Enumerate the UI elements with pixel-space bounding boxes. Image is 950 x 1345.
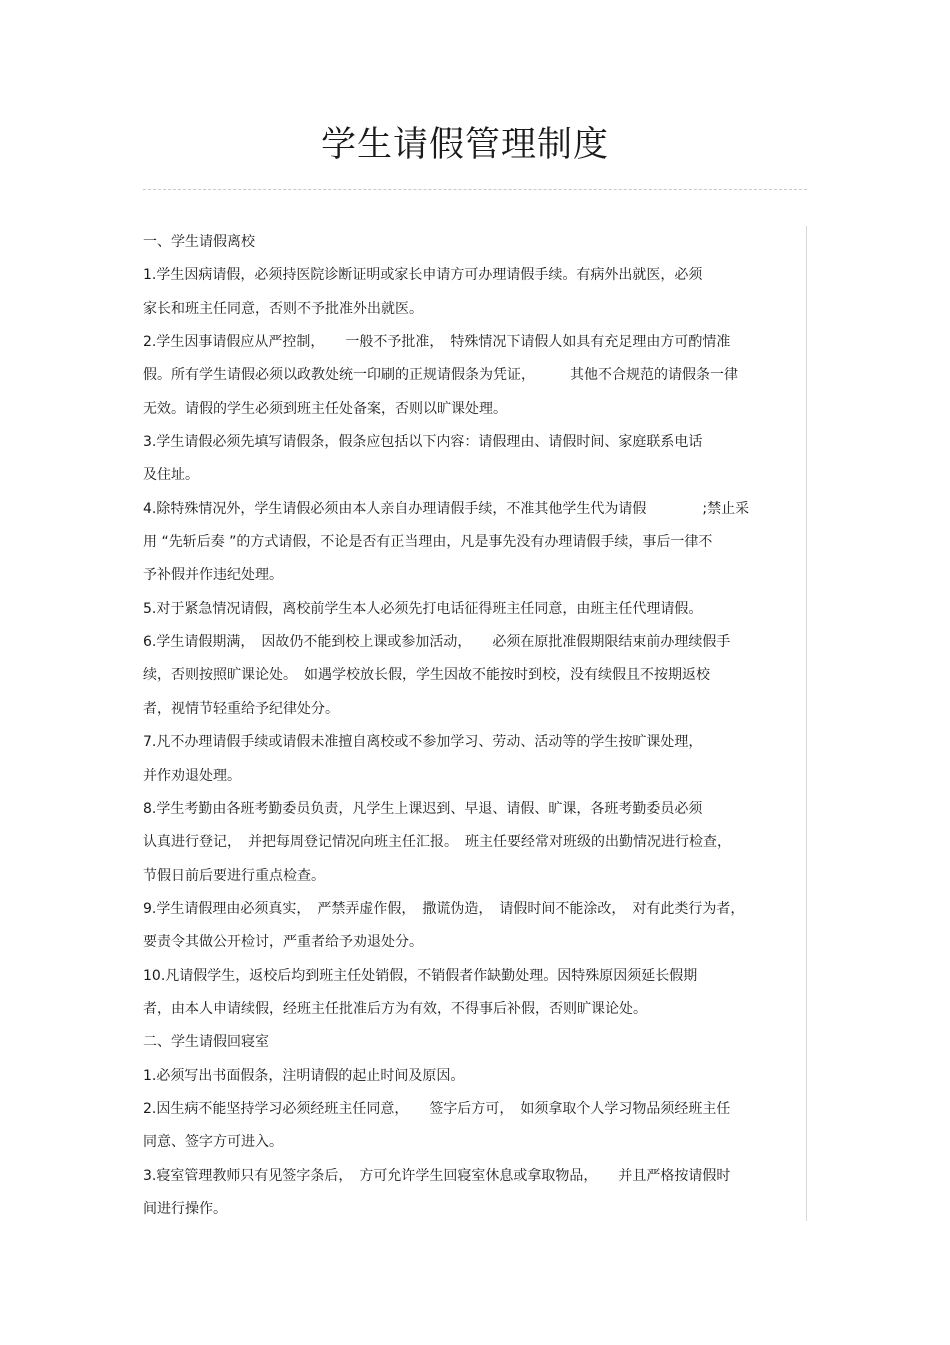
body-line: 予补假并作违纪处理。 (143, 567, 283, 584)
body-line: 并作劝退处理。 (143, 767, 241, 784)
title-divider (143, 189, 807, 190)
body-line: 者，视情节轻重给予纪律处分。 (143, 700, 339, 717)
document-body (143, 226, 807, 1221)
body-line: 5.对于紧急情况请假，离校前学生本人必须先打电话征得班主任同意，由班主任代理请假。 (143, 600, 703, 617)
body-line: 假。所有学生请假必须以政教处统一印刷的正规请假条为凭证， 其他不合规范的请假条一律 (143, 367, 738, 384)
body-line: 2.学生因事请假应从严控制， 一般不予批准， 特殊情况下请假人如具有充足理由方可酌情准 (143, 334, 731, 351)
body-line: 续，否则按照旷课论处。 如遇学校放长假，学生因故不能按时到校，没有续假且不按期返校 (143, 667, 710, 684)
body-line: 用 “先斩后奏 ”的方式请假，不论是否有正当理由，凡是事先没有办理请假手续，事后一律不 (143, 534, 713, 551)
body-line: 4.除特殊情况外，学生请假必须由本人亲自办理请假手续，不准其他学生代为请假 ;禁止采 (143, 500, 750, 517)
document-title: 学生请假管理制度 (320, 125, 609, 165)
body-line: 10.凡请假学生，返校后均到班主任处销假，不销假者作缺勤处理。因特殊原因须延长假期 (143, 967, 698, 984)
body-line: 9.学生请假理由必须真实， 严禁弄虚作假， 撒谎伪造， 请假时间不能涂改， 对有此类行为者， (143, 900, 745, 917)
section-heading: 一、学生请假离校 (143, 234, 255, 250)
body-line: 家长和班主任同意，否则不予批准外出就医。 (143, 300, 423, 317)
body-line: 7.凡不办理请假手续或请假未准擅自离校或不参加学习、劳动、活动等的学生按旷课处理， (143, 734, 703, 751)
body-line: 8.学生考勤由各班考勤委员负责，凡学生上课迟到、早退、请假、旷课，各班考勤委员必须 (143, 800, 703, 817)
body-line: 2.因生病不能坚持学习必须经班主任同意， 签字后方可， 如须拿取个人学习物品须经班主任 (143, 1100, 731, 1117)
section-heading: 二、学生请假回寝室 (143, 1034, 269, 1051)
body-line: 认真进行登记， 并把每周登记情况向班主任汇报。 班主任要经常对班级的出勤情况进行检查， (143, 834, 731, 851)
body-line: 及住址。 (143, 467, 199, 484)
body-line: 节假日前后要进行重点检查。 (143, 867, 325, 884)
body-line: 1.必须写出书面假条，注明请假的起止时间及原因。 (143, 1067, 465, 1084)
body-line: 3.学生请假必须先填写请假条，假条应包括以下内容：请假理由、请假时间、家庭联系电话 (143, 434, 703, 451)
body-line: 同意、签字方可进入。 (143, 1134, 283, 1151)
body-line: 要责令其做公开检讨，严重者给予劝退处分。 (143, 934, 423, 951)
body-line: 间进行操作。 (143, 1200, 227, 1217)
body-line: 6.学生请假期满， 因故仍不能到校上课或参加活动， 必须在原批准假期限结束前办理续假手 (143, 634, 731, 651)
body-line: 1.学生因病请假，必须持医院诊断证明或家长申请方可办理请假手续。有病外出就医，必须 (143, 267, 703, 284)
body-line: 无效。请假的学生必须到班主任处备案，否则以旷课处理。 (143, 400, 507, 417)
body-line: 3.寝室管理教师只有见签字条后， 方可允许学生回寝室休息或拿取物品， 并且严格按请假时 (143, 1167, 731, 1184)
body-line: 者，由本人申请续假，经班主任批准后方为有效，不得事后补假，否则旷课论处。 (143, 1000, 647, 1017)
